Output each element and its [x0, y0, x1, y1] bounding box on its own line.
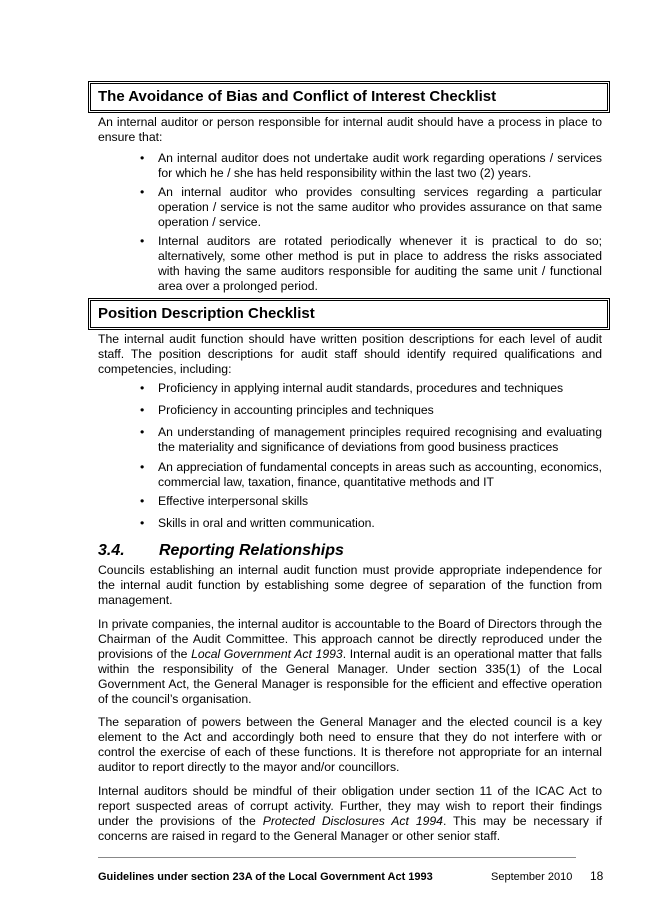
bullet-icon: •: [140, 425, 145, 439]
section-number: 3.4.: [98, 542, 125, 559]
bullet-icon: •: [140, 151, 145, 165]
bullet-icon: •: [140, 381, 145, 395]
reporting-paragraph-1: Councils establishing an internal audit function must provide appropriate independence for the internal audit function by establishing some degree of separation of the function from management.: [98, 563, 602, 607]
reporting-paragraph-4: Internal auditors should be mindful of their obligation under section 11 of the ICAC Act to report suspected areas of corrupt activity. Further, they may wish to report their findings under the provisions of the Protected Disclosures Act 1994. This may be necessary if concerns are raised in regard to the General Manager or other senior staff.: [98, 784, 603, 843]
section-title: Reporting Relationships: [159, 542, 344, 559]
position-bullet-4: An appreciation of fundamental concepts in areas such as accounting, economics, commercial law, taxation, finance, quantitative methods and IT: [158, 460, 602, 489]
section-heading-position: Position Description Checklist: [88, 298, 610, 330]
position-bullet-3: An understanding of management principles required recognising and evaluating the materiality and significance of deviations from good business practices: [158, 425, 602, 454]
reporting-paragraph-2: In private companies, the internal auditor is accountable to the Board of Directors through the Chairman of the Audit Committee. This approach cannot be directly reproduced under the provisions of the Local Government Act 1993. Internal audit is an operational matter that falls within the responsibility of the General Manager. Under section 335(1) of the Local Government Act, the General Manager is responsible for the efficient and effective operation of the council’s organisation.: [98, 617, 602, 706]
bias-bullet-2: An internal auditor who provides consulting services regarding a particular operation / service is not the same auditor who provides assurance on that same operation / service.: [158, 185, 602, 229]
footer-rule: [98, 857, 576, 858]
bullet-icon: •: [140, 494, 145, 508]
bullet-icon: •: [140, 516, 145, 530]
footer-date: September 2010: [491, 871, 573, 883]
position-intro: The internal audit function should have written position descriptions for each level of audit staff. The position descriptions for audit staff should identify required qualifications and competencies, including:: [98, 332, 602, 376]
reporting-paragraph-3: The separation of powers between the General Manager and the elected council is a key element to the Act and accordingly both need to ensure that they do not interfere with or control the exercise of each of these functions. It is therefore not appropriate for an internal auditor to report directly to the mayor and/or councillors.: [98, 715, 602, 774]
bullet-icon: •: [140, 460, 145, 474]
bullet-icon: •: [140, 185, 145, 199]
position-bullet-2: Proficiency in accounting principles and techniques: [158, 403, 434, 417]
page-number: 18: [590, 869, 604, 883]
footer-title: Guidelines under section 23A of the Local Government Act 1993: [98, 871, 433, 883]
section-title-reporting: [98, 541, 344, 561]
position-bullet-5: Effective interpersonal skills: [158, 494, 309, 508]
bullet-icon: •: [140, 234, 145, 248]
bias-bullet-3: Internal auditors are rotated periodically whenever it is practical to do so; alternatively, some other method is put in place to address the risks associated with having the same auditors responsible for auditing the same unit / functional area over a prolonged period.: [158, 234, 602, 293]
bullet-icon: •: [140, 403, 145, 417]
position-bullet-6: Skills in oral and written communication.: [158, 516, 375, 530]
position-bullet-1: Proficiency in applying internal audit standards, procedures and techniques: [158, 381, 564, 395]
section-heading-bias: The Avoidance of Bias and Conflict of Interest Checklist: [88, 81, 610, 113]
bias-bullet-1: An internal auditor does not undertake audit work regarding operations / services for which he / she has held responsibility within the last two (2) years.: [158, 151, 602, 180]
bias-intro: An internal auditor or person responsible for internal audit should have a process in place to ensure that:: [98, 115, 602, 144]
